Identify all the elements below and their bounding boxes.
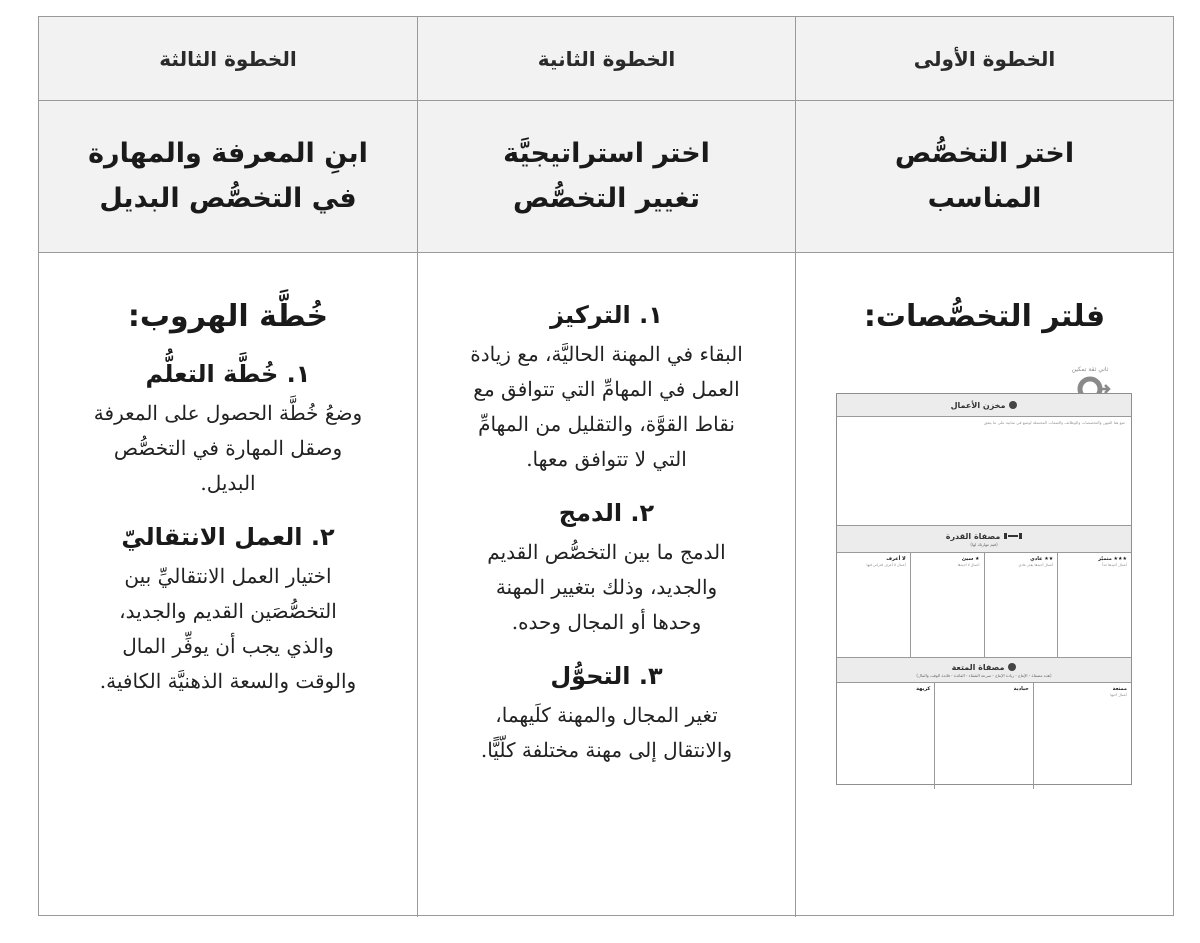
merge-line: والجديد، وذلك بتغيير المهنة bbox=[495, 575, 718, 599]
ability-filter-title: مصفاة القدرة bbox=[945, 531, 1001, 541]
transform-heading: ٣. التحوُّل bbox=[550, 662, 663, 690]
title-step-3-line-2: في التخصُّص البديل bbox=[99, 182, 357, 214]
ability-filter-note: (قيم مهارتك لها) bbox=[970, 541, 998, 547]
body-step-1 bbox=[795, 253, 1173, 917]
transform-text bbox=[418, 698, 795, 768]
header-step-2-label: الخطوة الثانية bbox=[537, 46, 676, 71]
ability-col-unknown bbox=[837, 553, 910, 657]
header-step-1-label: الخطوة الأولى bbox=[913, 46, 1056, 71]
ability-grid bbox=[837, 553, 1131, 658]
body-step-3 bbox=[39, 253, 417, 917]
merge-heading: ٢. الدمج bbox=[558, 499, 655, 527]
focus-heading: ١. التركيز bbox=[550, 301, 663, 329]
ability-col-excellent bbox=[1057, 553, 1131, 657]
work-store-band bbox=[837, 394, 1131, 417]
fun-col-label: كريهة bbox=[916, 686, 931, 692]
fun-col-enjoyable bbox=[1033, 683, 1131, 789]
logo-text: ثاني ثقة تمكين bbox=[1071, 366, 1109, 373]
fun-grid bbox=[837, 683, 1131, 789]
fun-filter-note: (هذه مصفاة - الإنتاج - زيادة الإنتاج - سرعة الشقاء - الفائدة - فائدة الوقت والمال) bbox=[916, 672, 1052, 678]
work-store-title: مخزن الأعمال bbox=[950, 400, 1006, 410]
ability-col-label: ★ سيئ bbox=[961, 556, 980, 562]
ability-col-label: لا أعرف bbox=[886, 556, 906, 562]
ability-col-hint: أعمال أجيدها بقدر عادي bbox=[1018, 563, 1054, 567]
transitional-work-text bbox=[39, 559, 417, 699]
work-store-note: ضع هنا المهن والتخصصات والوظائف والصفات المحتملة لوضع في ثمانية على ما يتفق bbox=[983, 420, 1125, 425]
focus-line: نقاط القوَّة، والتقليل من المهامِّ bbox=[478, 412, 735, 436]
learning-plan-text bbox=[39, 396, 417, 501]
title-step-2-line-2: تغيير التخصُّص bbox=[513, 182, 700, 214]
merge-line: الدمج ما بين التخصُّص القديم bbox=[487, 540, 726, 564]
focus-line: البقاء في المهنة الحاليَّة، مع زيادة bbox=[470, 342, 743, 366]
header-step-3 bbox=[39, 17, 417, 101]
focus-line: العمل في المهامِّ التي تتوافق مع bbox=[473, 377, 740, 401]
fun-col-neutral bbox=[934, 683, 1032, 789]
escape-plan-heading: خُطَّة الهروب: bbox=[127, 299, 329, 334]
transform-line: والانتقال إلى مهنة مختلفة كلّيًّا. bbox=[480, 738, 733, 762]
ability-col-bad bbox=[910, 553, 984, 657]
fun-col-label: ممتعة bbox=[1112, 686, 1127, 692]
title-step-3-line-1: ابنِ المعرفة والمهارة bbox=[88, 137, 368, 169]
header-step-3-label: الخطوة الثالثة bbox=[159, 46, 297, 71]
focus-line: التي لا تتوافق معها. bbox=[526, 447, 687, 471]
learning-plan-line: البديل. bbox=[200, 471, 256, 495]
ability-col-hint: أعمال لا أجيدها bbox=[957, 563, 980, 567]
ability-col-normal bbox=[984, 553, 1058, 657]
ability-col-hint: أعمال لا أعرف قدراتي فيها bbox=[866, 563, 906, 567]
merge-line: وحدها أو المجال وحده. bbox=[511, 610, 702, 634]
learning-plan-line: وضعُ خُطَّة الحصول على المعرفة bbox=[93, 401, 363, 425]
title-step-2 bbox=[417, 101, 795, 253]
transitional-work-line: والذي يجب أن يوفِّر المال bbox=[122, 634, 334, 658]
ability-col-hint: أعمال أجيدها جداً bbox=[1102, 563, 1127, 567]
fun-col-label: حيادية bbox=[1013, 686, 1029, 692]
title-step-1-line-2: المناسب bbox=[927, 182, 1042, 214]
specialization-filter-heading: فلتر التخصُّصات: bbox=[863, 299, 1106, 334]
transitional-work-line: التخصُّصَين القديم والجديد، bbox=[119, 599, 337, 623]
worksheet-thumbnail bbox=[836, 393, 1132, 785]
ability-col-label: ★★ عادي bbox=[1030, 556, 1054, 562]
focus-text bbox=[418, 337, 795, 477]
learning-plan-heading: ١. خُطَّة التعلُّم bbox=[145, 360, 311, 388]
transitional-work-line: اختيار العمل الانتقاليِّ بين bbox=[124, 564, 332, 588]
title-step-2-line-1: اختر استراتيجيَّة bbox=[503, 137, 710, 169]
gear-icon bbox=[1009, 401, 1017, 409]
merge-text bbox=[418, 535, 795, 640]
title-step-1-line-1: اختر التخصُّص bbox=[894, 137, 1075, 169]
learning-plan-line: وصقل المهارة في التخصُّص bbox=[113, 436, 343, 460]
transform-line: تغير المجال والمهنة كلَيهما، bbox=[495, 703, 718, 727]
transitional-work-line: والوقت والسعة الذهنيَّة الكافية. bbox=[99, 669, 357, 693]
dumbbell-icon bbox=[1004, 533, 1022, 539]
title-step-1 bbox=[795, 101, 1173, 253]
header-step-2 bbox=[417, 17, 795, 101]
fun-col-disliked bbox=[837, 683, 934, 789]
title-step-3 bbox=[39, 101, 417, 253]
steps-table bbox=[38, 16, 1174, 916]
header-step-1 bbox=[795, 17, 1173, 101]
fun-col-hint: أعمال أحبها bbox=[1110, 693, 1127, 697]
transitional-work-heading: ٢. العمل الانتقاليّ bbox=[121, 523, 335, 551]
fun-filter-title: مصفاة المتعة bbox=[951, 662, 1005, 672]
fun-icon bbox=[1008, 663, 1016, 671]
ability-col-label: ★★★ متميّز bbox=[1098, 556, 1127, 562]
ability-filter-band bbox=[837, 526, 1131, 553]
work-store-area bbox=[837, 417, 1131, 526]
body-step-2 bbox=[417, 253, 795, 917]
fun-filter-band bbox=[837, 658, 1131, 683]
